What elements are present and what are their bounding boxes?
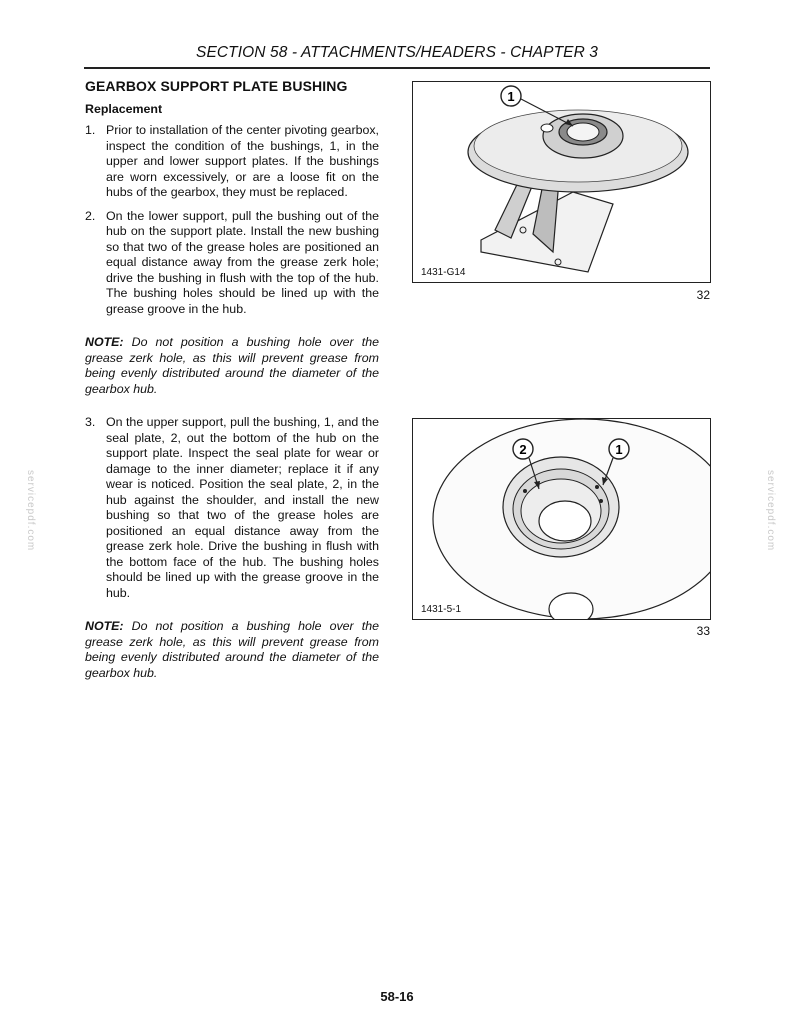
watermark-right: servicepdf.com: [765, 470, 776, 552]
watermark-left: servicepdf.com: [25, 470, 36, 552]
step-number: 2.: [85, 208, 96, 223]
gearbox-hub-illustration: [413, 82, 710, 282]
section-title: GEARBOX SUPPORT PLATE BUSHING: [85, 78, 348, 94]
step-text: On the upper support, pull the bushing, 1, and the seal plate, 2, out the bottom of the hub on the support plate. Inspect the seal plate for wear or damage to the inner diameter; replace it if any wear is noticed. Position the seal plate, 2, in the hub against the shoulder, and install the new bushing so that two of the grease holes are positioned an equal distance away from the grease zerk hole. Drive the bushing in flush with the bottom face of the hub. The bushing holes should be lined up with the grease groove in the hub.: [106, 415, 379, 600]
step-text: Prior to installation of the center pivoting gearbox, inspect the condition of the bushings, 1, in the upper and lower support plates. If the bushings are worn excessively, or are a loose fit on the hubs of the gearbox, they must be replaced.: [106, 123, 379, 199]
step-3: [85, 415, 379, 601]
step-2: [85, 209, 379, 318]
callout-1: 1: [615, 442, 623, 457]
subsection-title: Replacement: [85, 101, 163, 116]
callout-2: 2: [519, 442, 527, 457]
step-number: 3.: [85, 415, 96, 429]
figure-number: 32: [696, 288, 710, 302]
note-1: [85, 335, 379, 397]
figure-33-image: [412, 418, 711, 620]
note-label: NOTE:: [85, 335, 124, 349]
note-text: Do not position a bushing hole over the grease zerk hole, as this will prevent grease from being evenly distributed around the diameter of the gearbox hub.: [85, 335, 379, 396]
step-text: On the lower support, pull the bushing out of the hub on the support plate. Install the new bushing so that two of the grease holes are positioned an equal distance away from the grease zerk hole; drive the bushing in flush with the top of the hub. The bushing holes should be lined up with the grease groove in the hub.: [106, 208, 379, 316]
figure-code: 1431-G14: [421, 267, 466, 278]
step-1: [85, 123, 379, 201]
note-text: Do not position a bushing hole over the grease zerk hole, as this will prevent grease from being evenly distributed around the diameter of the gearbox hub.: [85, 619, 379, 680]
step-number: 1.: [85, 123, 96, 137]
seal-plate-illustration: [413, 419, 710, 619]
figure-number: 33: [696, 624, 710, 638]
note-2: [85, 619, 379, 681]
page-number: 58-16: [380, 989, 414, 1004]
instructions-column: [85, 79, 379, 699]
header-rule: [84, 67, 710, 69]
section-header: SECTION 58 - ATTACHMENTS/HEADERS - CHAPTER 3: [196, 44, 598, 61]
figure-code: 1431-5-1: [421, 604, 462, 615]
note-label: NOTE:: [85, 619, 124, 633]
figure-32-image: [412, 81, 711, 283]
callout-1: 1: [507, 89, 515, 104]
